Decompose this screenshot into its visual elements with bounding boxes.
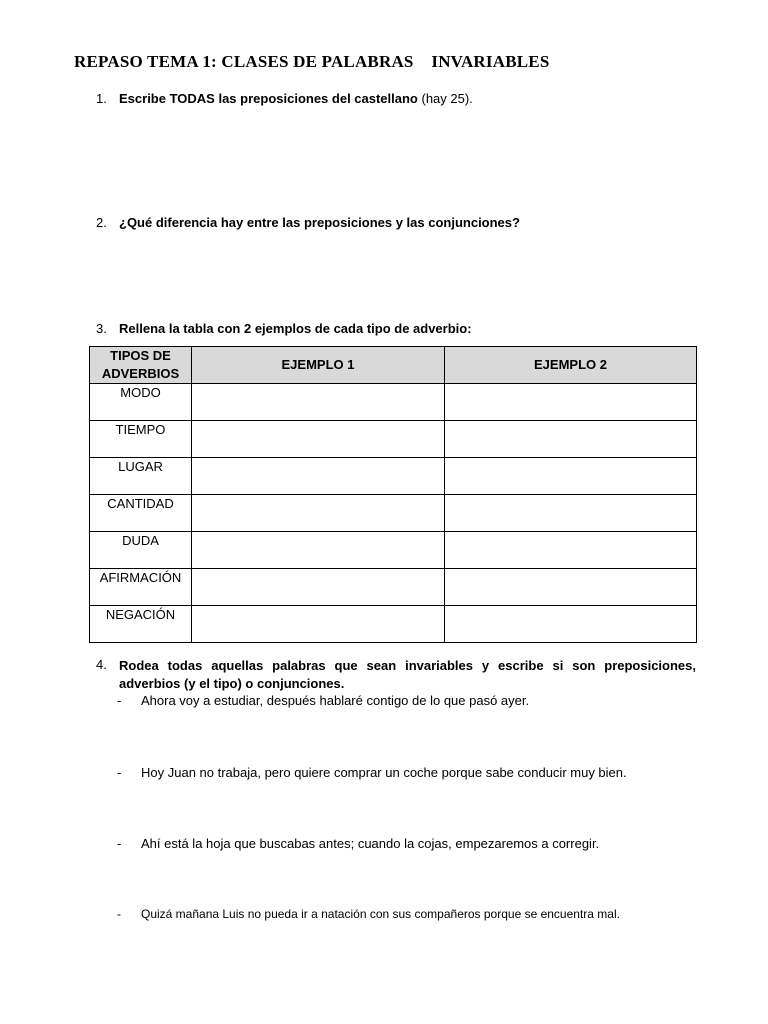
- sentence-text: Ahora voy a estudiar, después hablaré contigo de lo que pasó ayer.: [141, 693, 530, 708]
- table-row: [90, 495, 697, 532]
- question-note: (hay 25).: [417, 91, 473, 106]
- answer-cell[interactable]: [445, 421, 697, 458]
- sentence-text: Ahí está la hoja que buscabas antes; cuando la cojas, empezaremos a corregir.: [141, 836, 600, 851]
- table-row: [90, 532, 697, 569]
- answer-cell[interactable]: [192, 569, 445, 606]
- table-row: [90, 421, 697, 458]
- question-text: Rodea todas aquellas palabras que sean invariables y escribe si son preposiciones, adverbios (y el tipo) o conjunciones.: [119, 658, 696, 691]
- answer-cell[interactable]: [445, 495, 697, 532]
- adverb-type: DUDA: [90, 532, 192, 569]
- adverb-type: LUGAR: [90, 458, 192, 495]
- page-title: REPASO TEMA 1: CLASES DE PALABRAS INVARIABLES: [74, 52, 550, 71]
- adverb-type: AFIRMACIÓN: [90, 569, 192, 606]
- answer-cell[interactable]: [445, 606, 697, 643]
- answer-cell[interactable]: [192, 532, 445, 569]
- bullet-dash: -: [117, 907, 121, 921]
- answer-cell[interactable]: [445, 532, 697, 569]
- adverb-table: [89, 346, 697, 643]
- table-row: [90, 384, 697, 421]
- answer-cell[interactable]: [192, 606, 445, 643]
- question-text: ¿Qué diferencia hay entre las preposiciones y las conjunciones?: [119, 215, 520, 230]
- adverb-type: MODO: [90, 384, 192, 421]
- bullet-dash: -: [117, 693, 122, 708]
- header-ejemplo-2: EJEMPLO 2: [445, 347, 697, 384]
- question-number: 3.: [96, 321, 107, 336]
- adverb-type: NEGACIÓN: [90, 606, 192, 643]
- answer-cell[interactable]: [445, 384, 697, 421]
- question-4: [96, 657, 696, 693]
- question-text: Rellena la tabla con 2 ejemplos de cada tipo de adverbio:: [119, 321, 472, 336]
- adverb-type: CANTIDAD: [90, 495, 192, 532]
- bullet-dash: -: [117, 836, 122, 851]
- table-row: [90, 606, 697, 643]
- table-header-row: [90, 347, 697, 384]
- sentence-text: Quizá mañana Luis no pueda ir a natación con sus compañeros porque se encuentra mal.: [141, 907, 620, 921]
- table-row: [90, 569, 697, 606]
- answer-cell[interactable]: [192, 421, 445, 458]
- answer-cell[interactable]: [445, 569, 697, 606]
- answer-cell[interactable]: [192, 384, 445, 421]
- bullet-dash: -: [117, 765, 122, 780]
- answer-cell[interactable]: [445, 458, 697, 495]
- header-tipos: TIPOS DE ADVERBIOS: [90, 347, 192, 384]
- answer-cell[interactable]: [192, 495, 445, 532]
- question-number: 2.: [96, 215, 107, 230]
- question-bold-text: Escribe TODAS las preposiciones del castellano: [119, 91, 418, 106]
- question-number: 4.: [96, 657, 107, 672]
- question-text: [119, 91, 473, 106]
- table-row: [90, 458, 697, 495]
- sentence-text: Hoy Juan no trabaja, pero quiere comprar un coche porque sabe conducir muy bien.: [141, 765, 627, 780]
- question-number: 1.: [96, 91, 107, 106]
- adverb-type: TIEMPO: [90, 421, 192, 458]
- answer-cell[interactable]: [192, 458, 445, 495]
- header-ejemplo-1: EJEMPLO 1: [192, 347, 445, 384]
